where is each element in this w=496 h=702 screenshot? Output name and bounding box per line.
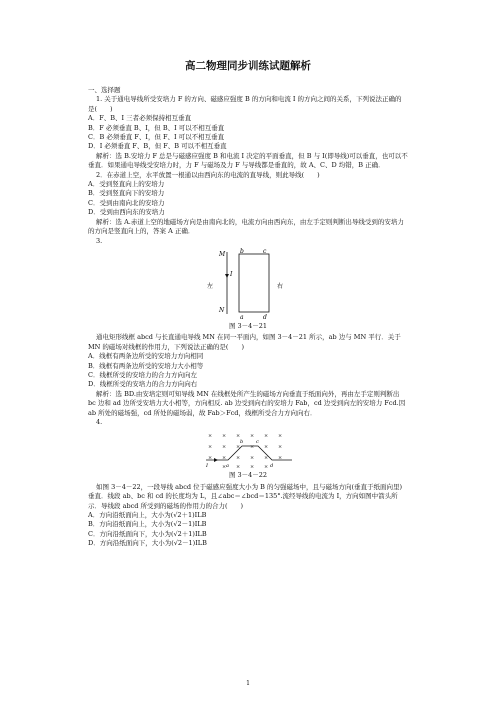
svg-text:×: × — [278, 444, 283, 451]
current-arrow-icon — [225, 274, 229, 278]
question-3-stem: 通电矩形线框 abcd 与长直通电导线 MN 在同一平面内，如图 3－4－21 所示，ab 边与 MN 平行．关于 MN 的磁场对线框的作用力，下列说法正确的是( ) — [88, 333, 401, 351]
label-b: b — [240, 439, 244, 446]
label-a: a — [240, 313, 244, 321]
q3-option-d: D．线框所受的安培力的合力方向向右 — [88, 380, 198, 389]
label-i: I — [230, 270, 233, 278]
question-4-number: 4. — [96, 417, 103, 426]
label-left: 左 — [207, 282, 214, 290]
svg-text:×: × — [208, 455, 213, 462]
q2-option-a: A．受到竖直向上的安培力 — [88, 180, 165, 189]
q3-option-a: A．线框有两条边所受的安培力方向相同 — [88, 352, 204, 361]
bent-wire-diagram — [198, 429, 298, 471]
svg-text:×: × — [236, 444, 241, 451]
svg-text:×: × — [278, 455, 283, 462]
current-arrow-icon — [214, 458, 218, 462]
q3-option-c: C．线框所受的安培力的合力方向向左 — [88, 370, 197, 379]
label-m: M — [219, 250, 226, 258]
q3-option-b: B．线框有两条边所受的安培力大小相等 — [88, 361, 204, 370]
label-b: b — [240, 247, 244, 255]
svg-text:×: × — [250, 455, 255, 462]
page-number: 1 — [246, 679, 250, 687]
svg-text:×: × — [264, 464, 269, 471]
svg-text:×: × — [250, 444, 255, 451]
q4-option-d: D．方向沿纸面向下，大小为(√2－1)ILB — [88, 539, 207, 548]
q3-analysis: 解析：选 BD.由安培定则可知导线 MN 在线框处所产生的磁场方向垂直于纸面向外，再由左手定则判断出 bc 边和 ad 边所受安培力大小相等，方向相反. ab 边受到向右的安培力 Fab，cd 边受到向左的安培力 Fcd.因 ab 所处的磁场强，cd 所处的磁场弱，故 Fab＞Fcd，线框所受合力方向向右． — [88, 389, 406, 417]
q2-option-b: B．受到竖直向下的安培力 — [88, 189, 165, 198]
figure-caption-22: 图 3－4－22 — [228, 471, 268, 480]
rectangular-frame — [239, 254, 269, 312]
label-current: I — [206, 463, 208, 470]
q4-option-c: C．方向沿纸面向下，大小为(√2＋1)ILB — [88, 529, 207, 538]
q4-option-b: B．方向沿纸面向上，大小为(√2－1)ILB — [88, 520, 207, 529]
q2-analysis: 解析：选 A.赤道上空的地磁场方向是由南向北的，电流方向由西向东，由左手定则判断出导线受到的安培力的方向是竖直向上的，答案 A 正确． — [88, 217, 404, 236]
figure-3-4-22 — [88, 429, 408, 480]
q1-option-c: C．B 必须垂直 F、I，但 F、I 可以不相互垂直 — [88, 133, 225, 142]
svg-text:×: × — [264, 444, 269, 451]
svg-text:×: × — [278, 433, 283, 440]
svg-text:×: × — [250, 464, 255, 471]
svg-text:×: × — [222, 433, 227, 440]
page-title: 高二物理同步训练试题解析 — [185, 60, 311, 72]
svg-text:×: × — [250, 433, 255, 440]
question-4-stem: 如图 3－4－22，一段导线 abcd 位于磁感应强度大小为 B 的匀强磁场中，且与磁场方向(垂直于纸面向里)垂直．线段 ab、bc 和 cd 的长度均为 L，且∠abc＝∠bcd＝135°.流经导线的电流为 I，方向如图中箭头所示．导线段 abcd 所受到的磁场的作用力的合力( ) — [88, 482, 403, 510]
label-c: c — [263, 247, 267, 255]
svg-text:×: × — [222, 444, 227, 451]
label-n: N — [219, 306, 225, 314]
svg-text:×: × — [222, 464, 227, 471]
label-right: 右 — [277, 282, 284, 290]
section-heading: 一、选择题 — [88, 86, 121, 94]
content-body — [88, 86, 408, 549]
svg-text:×: × — [222, 455, 227, 462]
question-1-stem: 1. 关于通电导线所受安培力 F 的方向、磁感应强度 B 的方向和电流 I 的方向之间的关系，下列说法正确的是( ) — [88, 95, 402, 113]
q2-option-d: D．受到由西向东的安培力 — [88, 208, 165, 217]
figure-caption-21: 图 3－4－21 — [228, 321, 268, 330]
svg-text:×: × — [264, 455, 269, 462]
svg-text:×: × — [208, 433, 213, 440]
label-c: c — [256, 439, 259, 446]
figure-3-4-21 — [88, 248, 408, 331]
svg-text:×: × — [236, 433, 241, 440]
label-d: d — [270, 463, 274, 470]
q1-option-b: B．F 必须垂直 B、I，但 B、I 可以不相互垂直 — [88, 123, 225, 132]
q1-analysis: 解析：选 B.安培力 F 总是与磁感应强度 B 和电流 I 决定的平面垂直，但 B 与 I(即导线)可以垂直，也可以不垂直．如果通电导线受安培力时，力 F 与磁场及力 F 与导线都是垂直的，故 A、C、D 均错，B 正确． — [88, 151, 408, 170]
wire-and-frame-diagram — [203, 248, 293, 322]
label-d: d — [263, 313, 267, 321]
svg-text:×: × — [264, 433, 269, 440]
question-3-number: 3. — [96, 236, 103, 245]
q1-option-d: D．I 必须垂直 F、B，但 F、B 可以不相互垂直 — [88, 142, 227, 151]
svg-text:×: × — [236, 464, 241, 471]
svg-text:×: × — [208, 444, 213, 451]
q2-option-c: C．受到由南向北的安培力 — [88, 198, 165, 207]
question-2-stem: 2．在赤道上空，水平放置一根通以由西向东的电流的直导线，则此导线( ) — [96, 170, 320, 179]
q1-option-a: A．F、B、I 三者必须保持相互垂直 — [88, 114, 192, 123]
svg-text:×: × — [236, 455, 241, 462]
q4-option-a: A．方向沿纸面向上，大小为(√2＋1)ILB — [88, 511, 207, 519]
label-a: a — [226, 463, 229, 470]
